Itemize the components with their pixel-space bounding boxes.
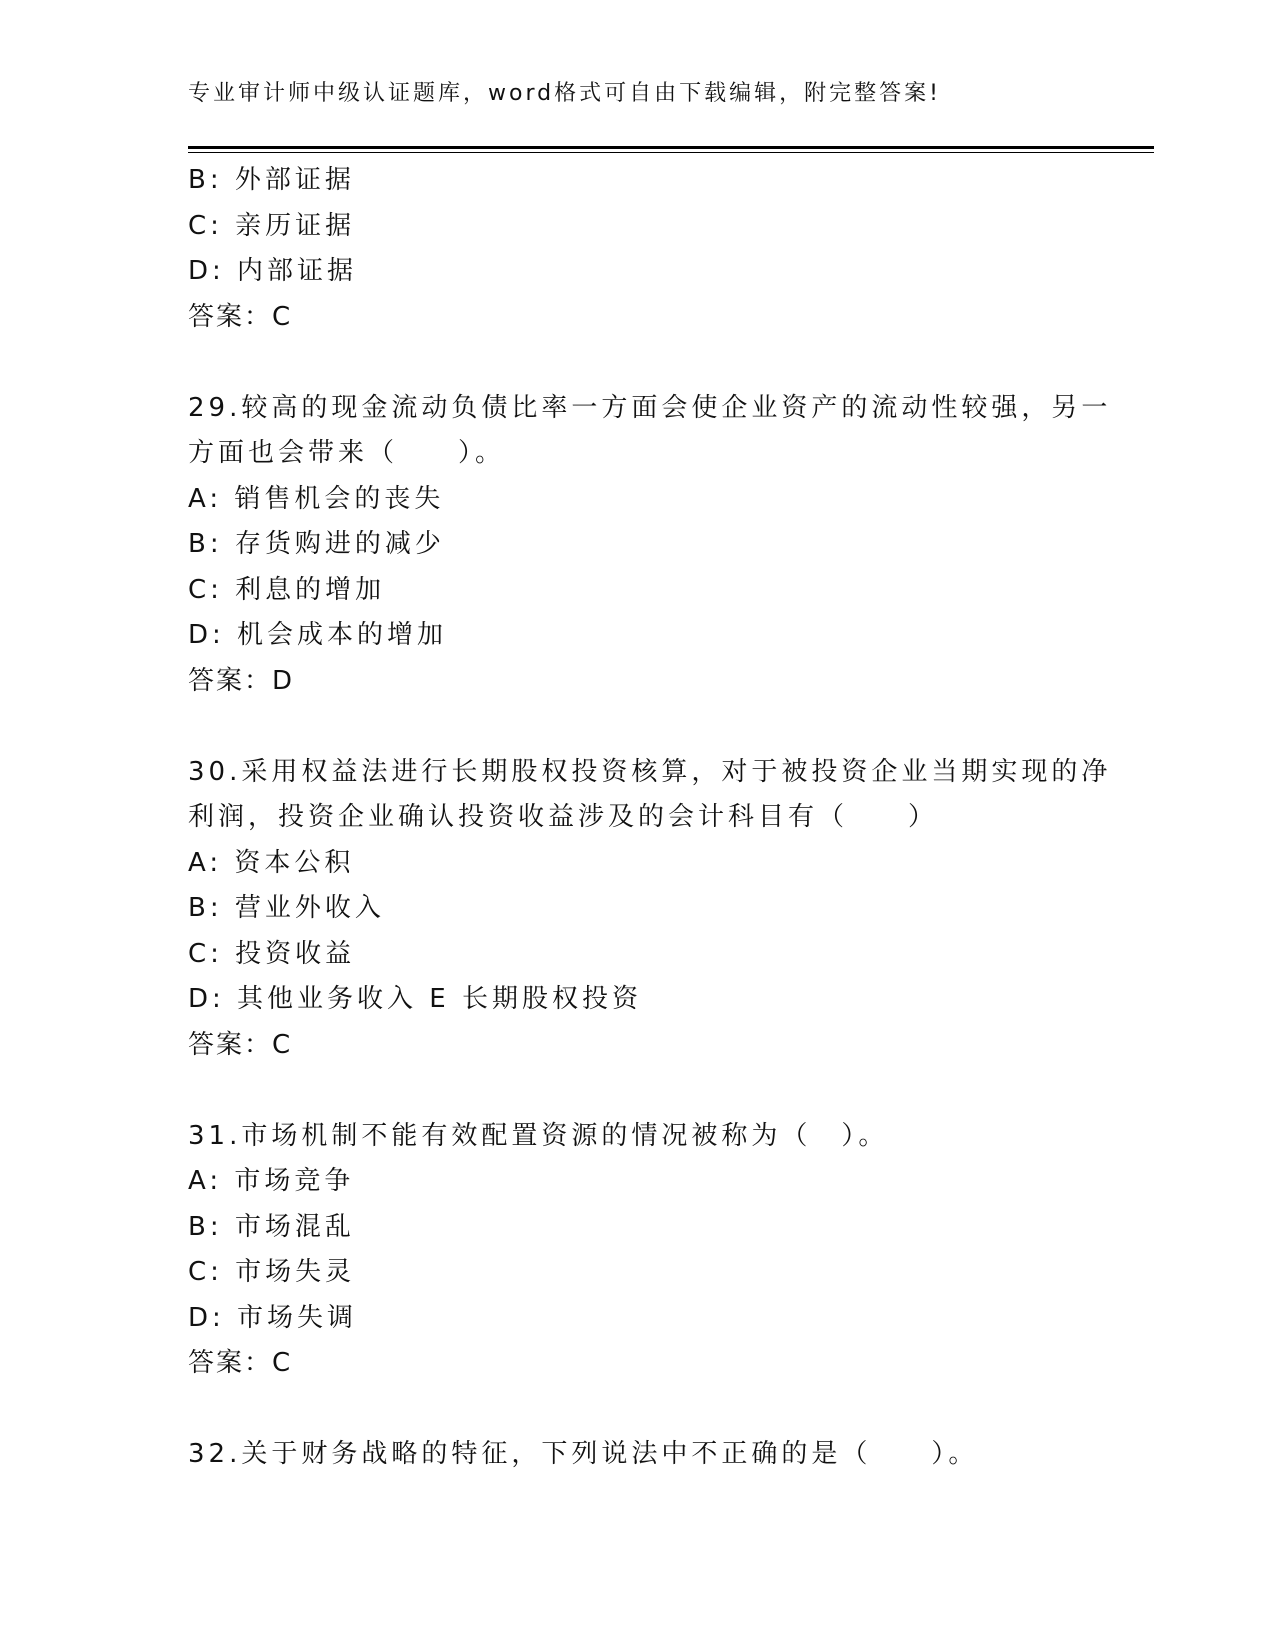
header-divider-thick [188, 146, 1154, 149]
option-b: B: 外部证据 [188, 165, 355, 195]
option-d: D: 内部证据 [188, 256, 358, 286]
question-29 [188, 386, 1112, 705]
answer: 答案：C [188, 1348, 293, 1378]
question-text-line: 32.关于财务战略的特征，下列说法中不正确的是（ ）。 [188, 1439, 979, 1469]
answer: 答案：D [188, 665, 295, 696]
option-d: D: 其他业务收入 E 长期股权投资 [188, 984, 643, 1014]
question-list [188, 158, 1112, 1478]
option-b: B: 市场混乱 [188, 1211, 355, 1242]
question-32 [188, 1432, 1088, 1478]
question-text-line: 方面也会带来（ ）。 [188, 438, 506, 468]
question-30 [188, 750, 1112, 1069]
header-divider-thin [188, 152, 1154, 153]
option-a: A: 市场竞争 [188, 1166, 355, 1196]
answer: 答案：C [188, 1029, 293, 1060]
question-text-line: 31.市场机制不能有效配置资源的情况被称为（ ）。 [188, 1120, 889, 1151]
spacer [188, 340, 1088, 386]
question-text-line: 30.采用权益法进行长期股权投资核算，对于被投资企业当期实现的净 [188, 756, 1112, 787]
answer: 答案：C [188, 301, 293, 332]
option-d: D: 机会成本的增加 [188, 620, 448, 650]
spacer [188, 704, 1088, 750]
option-d: D: 市场失调 [188, 1302, 358, 1333]
option-b: B: 存货购进的减少 [188, 529, 445, 559]
spacer [188, 1068, 1088, 1114]
option-c: C: 市场失灵 [188, 1257, 356, 1287]
option-c: C: 投资收益 [188, 938, 356, 969]
spacer [188, 1387, 1088, 1433]
option-a: A: 资本公积 [188, 847, 355, 878]
question-28-continued [188, 158, 1088, 340]
page-header: 专业审计师中级认证题库，word格式可自由下载编辑，附完整答案! [188, 81, 941, 106]
option-b: B: 营业外收入 [188, 893, 385, 923]
option-c: C: 亲历证据 [188, 210, 356, 241]
option-c: C: 利息的增加 [188, 574, 386, 605]
question-text-line: 29.较高的现金流动负债比率一方面会使企业资产的流动性较强，另一 [188, 392, 1112, 423]
option-a: A: 销售机会的丧失 [188, 483, 445, 514]
question-text-line: 利润，投资企业确认投资收益涉及的会计科目有（ ） [188, 802, 939, 832]
question-31 [188, 1114, 1088, 1387]
